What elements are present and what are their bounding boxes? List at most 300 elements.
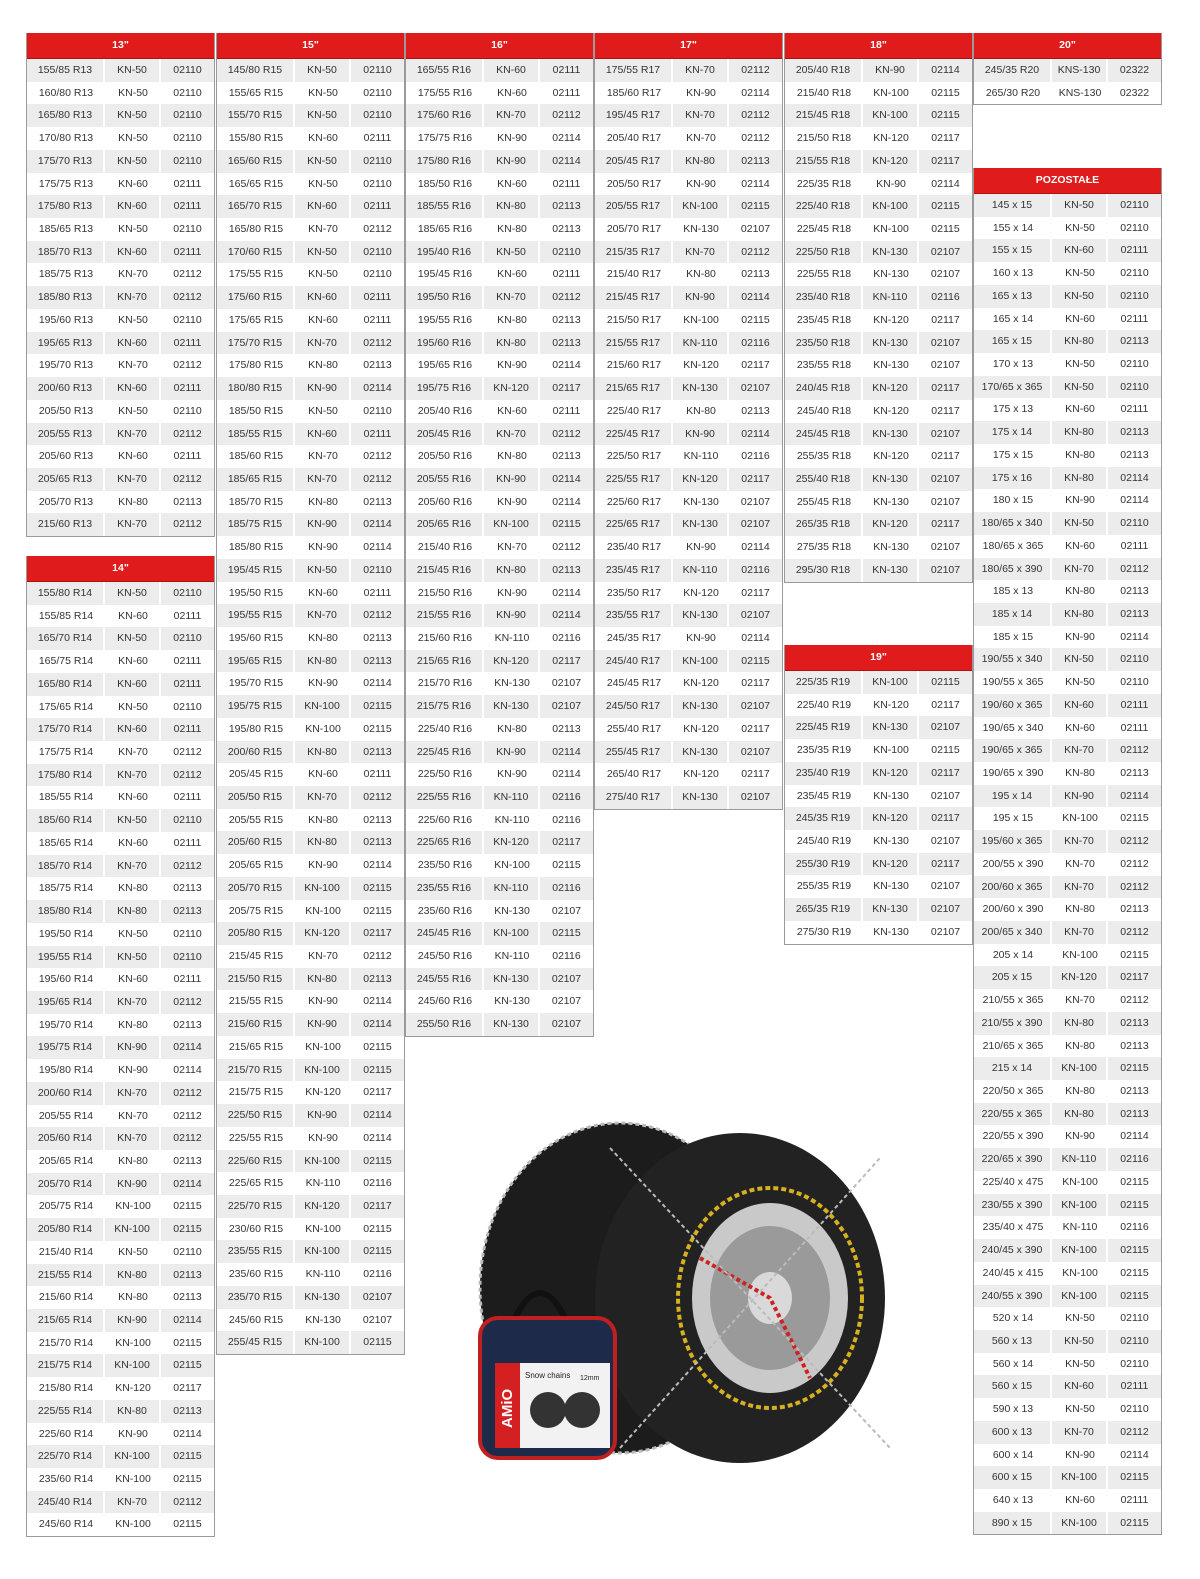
product-code: 02114 — [351, 1104, 404, 1127]
size-table-s19 — [784, 645, 973, 945]
tire-size: 590 x 13 — [992, 1403, 1034, 1416]
chain-model: KNS-130 — [1058, 86, 1102, 99]
table-row — [406, 536, 593, 559]
tire-size: 145/80 R15 — [217, 59, 295, 82]
table-row — [217, 968, 404, 991]
chain-model: KN-70 — [295, 786, 351, 809]
product-code: 02111 — [363, 586, 392, 599]
chain-model: KN-80 — [118, 882, 148, 895]
product-code: 02115 — [161, 1218, 214, 1241]
chain-model: KN-130 — [673, 695, 729, 718]
chain-model: KN-120 — [863, 853, 919, 876]
tire-size: 205/55 R17 — [595, 195, 673, 218]
chain-model: KN-50 — [118, 86, 148, 99]
table-row — [217, 1013, 404, 1036]
tire-size: 205/60 R14 — [27, 1127, 105, 1150]
product-code: 02111 — [1120, 1493, 1149, 1506]
chain-model: KN-80 — [1052, 467, 1108, 490]
product-code: 02114 — [173, 1064, 202, 1077]
tire-size: 195/80 R14 — [38, 1064, 94, 1077]
table-row — [217, 1263, 404, 1286]
product-code: 02114 — [552, 768, 581, 781]
table-row — [406, 82, 593, 105]
tire-size: 215/75 R16 — [406, 695, 484, 718]
chain-model: KN-80 — [308, 813, 338, 826]
table-row — [974, 1375, 1161, 1398]
tire-size: 195/75 R15 — [217, 695, 295, 718]
table-row — [406, 513, 593, 536]
product-code: 02110 — [1120, 221, 1149, 234]
product-code: 02116 — [1120, 1221, 1149, 1234]
tire-size: 195/45 R17 — [595, 104, 673, 127]
product-code: 02110 — [1108, 512, 1161, 535]
chain-model: KN-70 — [105, 468, 161, 491]
chain-model: KN-130 — [863, 898, 919, 921]
table-row — [785, 875, 972, 898]
product-code: 02110 — [1120, 1357, 1149, 1370]
table-row — [217, 1150, 404, 1173]
tire-size: 195/40 R16 — [406, 241, 484, 264]
chain-model: KN-80 — [1065, 1085, 1095, 1098]
product-code: 02115 — [351, 1059, 404, 1082]
chain-model: KN-70 — [1052, 739, 1108, 762]
chain-model: KN-70 — [105, 991, 161, 1014]
table-row — [595, 150, 782, 173]
table-row — [595, 400, 782, 423]
table-row — [217, 1127, 404, 1150]
product-code: 02114 — [161, 1309, 214, 1332]
chain-model: KN-90 — [484, 604, 540, 627]
chain-model: KN-60 — [295, 423, 351, 446]
tire-size: 215/40 R16 — [417, 541, 473, 554]
table-row — [785, 241, 972, 264]
chain-model: KN-90 — [876, 177, 906, 190]
tire-size: 195/55 R16 — [417, 313, 473, 326]
tire-size: 215/65 R16 — [406, 650, 484, 673]
product-code: 02110 — [161, 59, 214, 82]
chain-model: KN-130 — [683, 495, 719, 508]
chain-model: KN-100 — [295, 877, 351, 900]
tire-size: 245/40 R19 — [796, 835, 852, 848]
product-code: 02112 — [173, 746, 202, 759]
tire-size: 230/60 R15 — [228, 1222, 284, 1235]
chain-model: KN-80 — [484, 559, 540, 582]
tire-size: 200/60 x 390 — [982, 903, 1044, 916]
tire-size: 215/60 R15 — [217, 1013, 295, 1036]
table-row — [974, 1035, 1161, 1058]
product-code: 02111 — [552, 177, 581, 190]
chain-model: KN-90 — [308, 859, 338, 872]
chain-model: KN-50 — [105, 104, 161, 127]
product-code: 02115 — [363, 722, 392, 735]
tire-size: 190/60 x 365 — [974, 694, 1052, 717]
table-row — [974, 1398, 1161, 1421]
tire-size: 165/80 R13 — [27, 104, 105, 127]
tire-size: 195/55 R14 — [27, 946, 105, 969]
product-code: 02113 — [351, 650, 404, 673]
tire-size: 235/35 R19 — [796, 744, 852, 757]
tire-size: 245/60 R14 — [38, 1518, 94, 1531]
table-row — [217, 286, 404, 309]
product-code: 02117 — [540, 377, 593, 400]
size-table-s15 — [216, 33, 405, 1355]
tire-size: 180 x 15 — [992, 494, 1034, 507]
chain-model: KN-60 — [105, 673, 161, 696]
product-code: 02111 — [1120, 312, 1149, 325]
table-row — [974, 398, 1161, 421]
chain-model: KN-80 — [1065, 585, 1095, 598]
table-row — [406, 831, 593, 854]
table-row — [974, 853, 1161, 876]
table-row — [785, 921, 972, 944]
table-row — [595, 695, 782, 718]
table-row — [406, 900, 593, 923]
tire-size: 175/70 R14 — [27, 718, 105, 741]
chain-model: KN-110 — [494, 950, 530, 963]
table-row — [217, 718, 404, 741]
chain-model: KN-100 — [873, 744, 909, 757]
chain-model: KN-90 — [295, 1104, 351, 1127]
tire-size: 255/40 R17 — [606, 722, 662, 735]
product-code: 02112 — [161, 423, 214, 446]
size-table-s14 — [26, 556, 215, 1537]
tire-size: 235/50 R18 — [785, 332, 863, 355]
tire-size: 175 x 16 — [974, 467, 1052, 490]
tire-size: 185/60 R15 — [228, 450, 284, 463]
chain-model: KN-70 — [105, 855, 161, 878]
tire-size: 185/70 R14 — [27, 855, 105, 878]
table-row — [406, 809, 593, 832]
table-row — [785, 898, 972, 921]
table-row — [27, 354, 214, 377]
chain-model: KN-90 — [295, 513, 351, 536]
product-code: 02112 — [351, 468, 404, 491]
tire-size: 175/70 R13 — [27, 150, 105, 173]
product-code: 02114 — [1120, 494, 1149, 507]
product-code: 02322 — [1119, 86, 1150, 99]
product-code: 02111 — [1120, 539, 1149, 552]
chain-model: KN-60 — [118, 836, 148, 849]
table-row — [217, 354, 404, 377]
chain-model: KN-120 — [873, 132, 909, 145]
product-code: 02115 — [552, 859, 581, 872]
product-code: 02107 — [540, 968, 593, 991]
tire-size: 245/45 R18 — [785, 423, 863, 446]
chain-model: KN-60 — [1065, 312, 1095, 325]
table-row — [27, 400, 214, 423]
table-row — [974, 376, 1161, 399]
tire-size: 560 x 14 — [992, 1357, 1034, 1370]
chain-model: KN-90 — [295, 377, 351, 400]
chain-model: KN-70 — [686, 132, 716, 145]
table-row — [217, 468, 404, 491]
chain-model: KN-110 — [673, 332, 729, 355]
table-row — [785, 59, 972, 82]
table-row — [785, 150, 972, 173]
product-code: 02115 — [1108, 1239, 1161, 1262]
product-code: 02111 — [161, 332, 214, 355]
tire-size: 205/40 R16 — [417, 404, 473, 417]
table-row — [595, 513, 782, 536]
product-code: 02111 — [552, 268, 581, 281]
table-row — [27, 423, 214, 446]
chain-model: KN-100 — [295, 1331, 351, 1354]
tire-size: 225/40 R16 — [417, 722, 473, 735]
product-code: 02115 — [363, 1222, 392, 1235]
chain-model: KN-90 — [686, 541, 716, 554]
table-row — [785, 853, 972, 876]
table-row — [785, 513, 972, 536]
product-code: 02113 — [173, 1291, 202, 1304]
chain-model: KN-100 — [115, 1473, 151, 1486]
tire-size: 155/65 R15 — [228, 86, 284, 99]
tire-size: 175/80 R14 — [27, 764, 105, 787]
table-row — [595, 309, 782, 332]
table-row — [595, 173, 782, 196]
tire-size: 185/75 R13 — [38, 268, 94, 281]
table-row — [406, 400, 593, 423]
chain-model: KN-80 — [295, 650, 351, 673]
table-row — [217, 1036, 404, 1059]
product-code: 02114 — [741, 541, 770, 554]
product-code: 02117 — [540, 831, 593, 854]
table-row — [27, 1468, 214, 1491]
product-code: 02113 — [1120, 448, 1149, 461]
tire-size: 235/55 R18 — [796, 359, 852, 372]
product-code: 02115 — [1120, 812, 1149, 825]
product-code: 02112 — [161, 991, 214, 1014]
tire-size: 155/80 R15 — [228, 132, 284, 145]
chain-model: KN-90 — [863, 59, 919, 82]
tire-size: 245/50 R17 — [595, 695, 673, 718]
tire-size: 235/40 R18 — [785, 286, 863, 309]
chain-model: KN-60 — [295, 195, 351, 218]
table-row — [974, 1285, 1161, 1308]
product-code: 02107 — [919, 468, 972, 491]
product-code: 02111 — [363, 132, 392, 145]
product-code: 02117 — [931, 450, 960, 463]
table-row — [406, 582, 593, 605]
product-code: 02117 — [931, 698, 960, 711]
product-code: 02112 — [161, 468, 214, 491]
table-row — [406, 604, 593, 627]
tire-size: 185/65 R15 — [217, 468, 295, 491]
chain-model: KN-100 — [115, 1336, 151, 1349]
table-row — [974, 444, 1161, 467]
product-code: 02117 — [741, 722, 770, 735]
table-row — [785, 218, 972, 241]
table-row — [27, 1173, 214, 1196]
product-code: 02114 — [741, 177, 770, 190]
table-row — [595, 559, 782, 582]
chain-model: KN-130 — [305, 1313, 341, 1326]
tire-size: 235/70 R15 — [217, 1286, 295, 1309]
chain-model: KN-90 — [673, 423, 729, 446]
chain-model: KN-120 — [683, 359, 719, 372]
chain-model: KN-50 — [484, 241, 540, 264]
tire-size: 185/80 R13 — [27, 286, 105, 309]
tire-size: 205/60 R13 — [38, 450, 94, 463]
table-row — [27, 286, 214, 309]
table-row — [406, 763, 593, 786]
product-code: 02116 — [552, 813, 581, 826]
size-table-s20 — [973, 33, 1162, 105]
tire-size: 170/60 R15 — [217, 241, 295, 264]
table-row — [406, 877, 593, 900]
tire-size: 215/55 R17 — [595, 332, 673, 355]
product-code: 02111 — [173, 655, 202, 668]
tire-size: 170/65 x 365 — [974, 376, 1052, 399]
product-code: 02114 — [1120, 630, 1149, 643]
table-row — [406, 945, 593, 968]
chain-model: KN-90 — [686, 86, 716, 99]
product-code: 02110 — [173, 223, 202, 236]
product-code: 02110 — [540, 241, 593, 264]
table-row — [974, 898, 1161, 921]
product-code: 02115 — [161, 1354, 214, 1377]
table-row — [406, 1013, 593, 1036]
table-row — [217, 741, 404, 764]
table-row — [785, 559, 972, 582]
tire-size: 175/70 R15 — [217, 332, 295, 355]
product-code: 02113 — [741, 268, 770, 281]
product-code: 02107 — [551, 995, 582, 1008]
product-code: 02111 — [1120, 721, 1149, 734]
product-code: 02112 — [363, 223, 392, 236]
chain-model: KN-50 — [118, 223, 148, 236]
tire-size: 255/45 R15 — [217, 1331, 295, 1354]
tire-size: 155 x 15 — [974, 239, 1052, 262]
chain-model: KN-130 — [673, 513, 729, 536]
tire-size: 205/50 R13 — [38, 404, 94, 417]
table-row — [785, 82, 972, 105]
tire-size: 220/55 x 365 — [974, 1103, 1052, 1126]
table-row — [217, 1081, 404, 1104]
table-row — [217, 423, 404, 446]
chain-model: KN-90 — [484, 150, 540, 173]
product-code: 02114 — [540, 468, 593, 491]
tire-size: 205/55 R13 — [27, 423, 105, 446]
table-row — [406, 491, 593, 514]
table-row — [27, 104, 214, 127]
chain-model: KN-50 — [1052, 648, 1108, 671]
chain-model: KN-100 — [1062, 1175, 1098, 1188]
chain-model: KN-70 — [1052, 876, 1108, 899]
table-row — [27, 127, 214, 150]
table-row — [406, 241, 593, 264]
product-code: 02112 — [729, 241, 782, 264]
chain-model: KN-70 — [673, 104, 729, 127]
tire-size: 225/55 R15 — [228, 1131, 284, 1144]
chain-model: KN-130 — [494, 995, 530, 1008]
tire-size: 155/70 R15 — [217, 104, 295, 127]
tire-size: 215/55 R18 — [785, 150, 863, 173]
tire-size: 175/60 R15 — [217, 286, 295, 309]
tire-size: 185/75 R14 — [38, 882, 94, 895]
chain-model: KN-90 — [308, 995, 338, 1008]
table-row — [974, 966, 1161, 989]
chain-model: KN-50 — [295, 559, 351, 582]
tire-size: 235/55 R16 — [406, 877, 484, 900]
product-code: 02113 — [173, 495, 202, 508]
product-code: 02113 — [741, 404, 770, 417]
chain-model: KN-60 — [105, 241, 161, 264]
chain-model: KN-50 — [1065, 676, 1095, 689]
table-row — [217, 604, 404, 627]
chain-model: KN-120 — [863, 513, 919, 536]
tire-size: 215/75 R14 — [27, 1354, 105, 1377]
table-row — [974, 217, 1161, 240]
tire-size: 225/70 R14 — [27, 1445, 105, 1468]
chain-model: KN-60 — [105, 377, 161, 400]
product-code: 02113 — [173, 1154, 202, 1167]
tire-size: 225/45 R18 — [796, 223, 852, 236]
tire-size: 175/75 R16 — [417, 132, 473, 145]
product-code: 02116 — [552, 631, 581, 644]
product-code: 02114 — [351, 377, 404, 400]
chain-model: KN-70 — [308, 950, 338, 963]
chain-model: KN-60 — [118, 655, 148, 668]
product-code: 02115 — [919, 195, 972, 218]
tire-size: 245/45 R16 — [406, 922, 484, 945]
tire-size: 195/55 R15 — [217, 604, 295, 627]
product-code: 02111 — [351, 286, 404, 309]
product-code: 02110 — [351, 150, 404, 173]
product-code: 02112 — [741, 132, 770, 145]
table-row — [27, 832, 214, 855]
tire-size: 215/50 R17 — [606, 313, 662, 326]
product-code: 02110 — [1120, 358, 1149, 371]
product-code: 02117 — [919, 807, 972, 830]
table-row — [785, 423, 972, 446]
chain-model: KN-130 — [863, 332, 919, 355]
tire-size: 215/70 R16 — [417, 677, 473, 690]
product-code: 02117 — [741, 586, 770, 599]
chain-model: KN-100 — [673, 650, 729, 673]
tire-size: 210/55 x 390 — [974, 1012, 1052, 1035]
tire-size: 155/85 R14 — [38, 609, 94, 622]
brand-logo: AMiO — [499, 1388, 516, 1428]
product-code: 02113 — [540, 332, 593, 355]
product-code: 02107 — [551, 904, 582, 917]
product-code: 02110 — [363, 404, 392, 417]
chain-model: KN-80 — [295, 968, 351, 991]
tire-size: 165/70 R15 — [217, 195, 295, 218]
table-row — [974, 239, 1161, 262]
table-row — [595, 445, 782, 468]
table-row — [406, 195, 593, 218]
table-row — [974, 308, 1161, 331]
chain-model: KN-50 — [1065, 1312, 1095, 1325]
chain-model: KN-130 — [295, 1286, 351, 1309]
size-table-s17 — [594, 33, 783, 810]
table-row — [217, 173, 404, 196]
chain-model: KN-50 — [295, 150, 351, 173]
table-row — [974, 921, 1161, 944]
chain-model: KN-70 — [105, 513, 161, 536]
tire-size: 185/70 R15 — [228, 495, 284, 508]
chain-model: KN-50 — [295, 104, 351, 127]
chain-model: KN-60 — [1065, 403, 1095, 416]
tire-size: 225/65 R16 — [406, 831, 484, 854]
chain-model: KN-50 — [1065, 221, 1095, 234]
tire-size: 170 x 13 — [992, 358, 1034, 371]
chain-model: KN-80 — [484, 195, 540, 218]
tire-size: 225/60 R16 — [417, 813, 473, 826]
tire-size: 240/45 x 415 — [982, 1266, 1044, 1279]
tire-size: 180/65 x 365 — [982, 539, 1044, 552]
table-row — [27, 1445, 214, 1468]
